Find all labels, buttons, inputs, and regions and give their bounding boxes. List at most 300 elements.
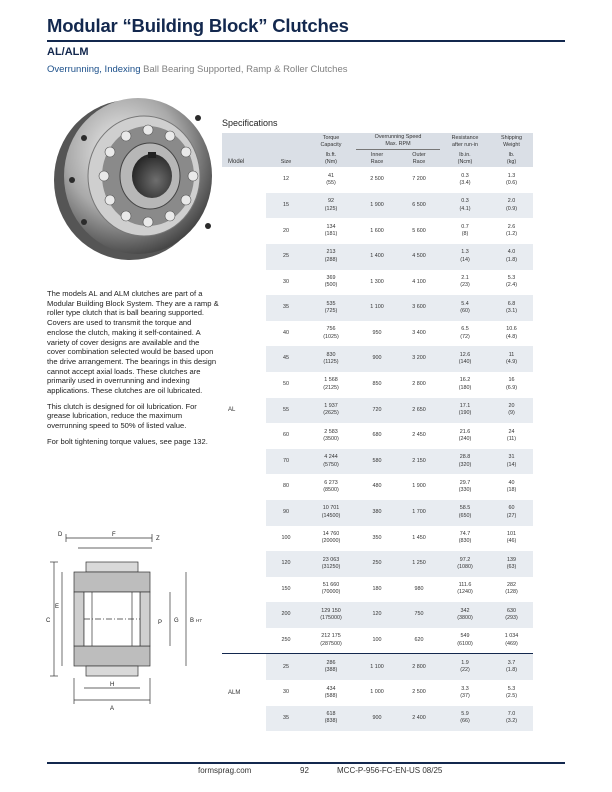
- description-paragraph: For bolt tightening torque values, see page 132.: [47, 436, 208, 446]
- value-cell: [398, 628, 440, 654]
- value-cell: [306, 167, 356, 193]
- value-line: 40: [508, 479, 515, 486]
- value-cell: [440, 398, 490, 424]
- value-line: (8): [461, 231, 469, 238]
- value-line: 7 200: [412, 176, 426, 183]
- value-cell: [356, 295, 398, 321]
- value-cell: [490, 500, 533, 526]
- value-line: 31: [508, 454, 515, 461]
- dim-label: H7: [196, 618, 202, 623]
- value-cell: [490, 423, 533, 449]
- value-line: 830: [326, 351, 336, 358]
- value-line: 5 600: [412, 227, 426, 234]
- value-cell: [440, 244, 490, 270]
- value-line: 4.0: [507, 249, 516, 256]
- value-cell: [440, 372, 490, 398]
- value-cell: [490, 193, 533, 219]
- table-row: [222, 270, 566, 296]
- value-line: 1 568: [324, 377, 338, 384]
- value-cell: [306, 372, 356, 398]
- table-row: [222, 577, 566, 603]
- value-line: 6.8: [507, 300, 516, 307]
- value-line: 756: [326, 326, 336, 333]
- table-row: [222, 654, 566, 680]
- value-line: 2 583: [324, 428, 338, 435]
- value-cell: [398, 218, 440, 244]
- header-torque: Torque Capacity: [306, 133, 356, 151]
- value-line: 535: [326, 300, 336, 307]
- specifications-heading: Specifications: [222, 118, 278, 128]
- dim-label: E: [55, 604, 60, 610]
- value-line: (469): [505, 640, 518, 647]
- value-line: 139: [507, 556, 516, 563]
- value-line: 16: [508, 377, 515, 384]
- value-line: 12.6: [459, 351, 471, 358]
- value-line: 4 500: [412, 253, 426, 260]
- value-line: 2.0: [507, 198, 516, 205]
- value-cell: [356, 270, 398, 296]
- value-line: 1 400: [370, 253, 384, 260]
- value-line: (190): [458, 410, 472, 417]
- table-row: [222, 526, 566, 552]
- value-line: 5.4: [461, 300, 469, 307]
- size-cell: 30: [283, 278, 289, 285]
- document-code: MCC-P-956-FC-EN-US 08/25: [337, 766, 443, 775]
- value-line: 74.7: [459, 531, 471, 537]
- size-cell: 25: [266, 244, 306, 270]
- dim-label: D: [58, 532, 63, 538]
- table-row: [222, 423, 566, 449]
- value-cell: [490, 706, 533, 732]
- value-line: 4 100: [412, 278, 426, 285]
- size-cell: 60: [283, 432, 289, 439]
- value-cell: [398, 526, 440, 552]
- subtitle-highlight: Overrunning, Indexing: [47, 64, 141, 75]
- value-line: (1240): [457, 589, 473, 596]
- page-number: 92: [300, 766, 309, 775]
- value-cell: [356, 218, 398, 244]
- model-cell: ALM: [222, 654, 266, 731]
- dim-label: B: [190, 618, 195, 624]
- table-row: [222, 602, 566, 628]
- value-line: 380: [372, 509, 382, 516]
- value-cell: [490, 270, 533, 296]
- header-model: Model: [222, 151, 266, 168]
- value-line: 17.1: [459, 403, 471, 410]
- value-line: 3 200: [412, 355, 426, 362]
- value-cell: [440, 628, 490, 654]
- value-cell: [356, 551, 398, 577]
- value-cell: [398, 577, 440, 603]
- value-line: 3.3: [461, 685, 469, 692]
- table-row: [222, 218, 566, 244]
- value-cell: [356, 321, 398, 347]
- header-weight: Shipping Weight: [490, 133, 533, 151]
- value-cell: [490, 398, 533, 424]
- value-line: 0.3: [461, 198, 469, 205]
- value-line: 1 300: [370, 278, 384, 285]
- value-line: 1 100: [370, 304, 384, 311]
- value-line: 282: [507, 582, 516, 589]
- value-line: 630: [507, 607, 516, 614]
- table-row: [222, 372, 566, 398]
- model-cell: AL: [228, 407, 236, 414]
- value-cell: [356, 602, 398, 628]
- value-line: 1 100: [370, 663, 384, 670]
- value-line: 720: [372, 406, 382, 413]
- value-cell: [398, 372, 440, 398]
- value-line: 21.6: [459, 428, 471, 435]
- value-cell: [356, 500, 398, 526]
- value-cell: [398, 321, 440, 347]
- value-line: 41: [328, 172, 334, 179]
- value-cell: [440, 474, 490, 500]
- dim-label: G: [174, 618, 179, 624]
- value-cell: [356, 423, 398, 449]
- size-cell: 70: [266, 449, 306, 475]
- value-cell: [490, 474, 533, 500]
- value-line: 1.9: [461, 659, 469, 666]
- value-cell: [490, 372, 533, 398]
- value-cell: [306, 346, 356, 372]
- value-line: 16.2: [459, 377, 471, 384]
- value-cell: [440, 218, 490, 244]
- value-line: (1125): [323, 359, 339, 366]
- value-line: (4.8): [505, 333, 518, 340]
- value-line: (70000): [321, 589, 341, 596]
- value-line: 5.9: [461, 711, 469, 718]
- value-cell: [440, 551, 490, 577]
- value-line: (293): [505, 615, 518, 622]
- value-line: 2 800: [412, 381, 426, 388]
- value-cell: [356, 449, 398, 475]
- dim-label: A: [110, 706, 115, 712]
- value-cell: [306, 654, 356, 680]
- value-cell: [490, 346, 533, 372]
- table-row: [222, 680, 566, 706]
- value-cell: [356, 706, 398, 732]
- value-line: (3.4): [459, 179, 471, 186]
- value-cell: [398, 244, 440, 270]
- table-row: [222, 474, 566, 500]
- table-row: [222, 167, 566, 193]
- table-row: [222, 346, 566, 372]
- value-line: 1 000: [370, 689, 384, 696]
- value-cell: [356, 654, 398, 680]
- value-cell: [490, 167, 533, 193]
- value-line: (27): [506, 512, 517, 519]
- value-line: 1 700: [412, 509, 426, 516]
- value-line: 111.6: [458, 582, 472, 589]
- value-line: (60): [460, 307, 470, 314]
- value-line: 1 250: [412, 560, 426, 567]
- header-speed: Overrunning Speed Max. RPM: [356, 133, 440, 151]
- value-line: 60: [508, 505, 515, 512]
- value-line: (175000): [320, 615, 342, 622]
- value-line: (330): [458, 487, 472, 494]
- value-line: (14): [460, 256, 470, 263]
- size-cell: 80: [283, 483, 289, 490]
- value-cell: [490, 218, 533, 244]
- value-line: 134: [326, 223, 336, 230]
- value-line: 3 400: [412, 329, 426, 336]
- value-line: (66): [460, 718, 470, 725]
- description: [47, 289, 219, 453]
- value-line: (240): [458, 435, 472, 442]
- value-line: 100: [372, 637, 382, 644]
- value-cell: [440, 295, 490, 321]
- value-line: (838): [324, 718, 338, 725]
- value-line: (6100): [457, 640, 473, 647]
- value-line: 6.5: [461, 326, 469, 333]
- value-line: 1.3: [461, 249, 469, 256]
- value-cell: [490, 295, 533, 321]
- value-cell: [490, 551, 533, 577]
- title-divider: [47, 40, 565, 42]
- value-line: (725): [324, 307, 338, 314]
- value-cell: [490, 449, 533, 475]
- value-line: (3800): [457, 615, 473, 622]
- value-cell: [490, 321, 533, 347]
- value-cell: [398, 551, 440, 577]
- value-line: 120: [372, 611, 382, 618]
- dim-label: C: [46, 618, 51, 624]
- value-line: (1.8): [505, 667, 518, 674]
- value-line: (288): [324, 256, 338, 263]
- description-paragraph: The models AL and ALM clutches are part of a Modular Building Block System. They are a ramp & roller type clutch that is ball bearing supported. Covers are used to transmit the torque and enclose the clutch, making it self-contained. A variety of cover designs are available and the cover combination selected would be based upon the drive arrangement. The bearings in this design cannot accept axial loads. These clutches are primarily used in overrunning and indexing applications. These clutches are oil lubricated.: [47, 289, 219, 396]
- value-line: 900: [372, 355, 382, 362]
- value-line: 580: [372, 457, 382, 464]
- value-cell: [398, 654, 440, 680]
- table-row: [222, 193, 566, 219]
- value-line: (3.2): [505, 718, 518, 725]
- value-line: (1.2): [505, 231, 518, 238]
- value-line: 950: [372, 329, 382, 336]
- size-cell: 250: [281, 637, 291, 644]
- value-cell: [356, 628, 398, 654]
- value-line: 29.7: [459, 479, 471, 486]
- value-cell: [398, 193, 440, 219]
- subtitle: [47, 64, 347, 75]
- value-line: (320): [458, 461, 472, 468]
- size-cell: 30: [283, 689, 289, 696]
- value-cell: [398, 474, 440, 500]
- value-line: 4 244: [324, 454, 338, 461]
- value-cell: [306, 270, 356, 296]
- value-cell: [440, 500, 490, 526]
- value-cell: [398, 167, 440, 193]
- value-line: 10 701: [322, 505, 340, 512]
- value-line: 3 600: [412, 304, 426, 311]
- value-line: 14 760: [322, 531, 340, 537]
- value-cell: [356, 193, 398, 219]
- value-line: 97.2: [459, 556, 471, 563]
- value-cell: [306, 295, 356, 321]
- value-line: 2 400: [412, 714, 426, 721]
- value-line: 0.7: [461, 223, 469, 230]
- table-row: [222, 500, 566, 526]
- value-line: 51 660: [322, 582, 340, 589]
- value-cell: [356, 680, 398, 706]
- value-line: (37): [460, 692, 470, 699]
- value-line: (63): [506, 563, 517, 570]
- value-cell: [490, 654, 533, 680]
- value-cell: [306, 321, 356, 347]
- value-line: 980: [414, 585, 424, 592]
- value-cell: [440, 167, 490, 193]
- value-line: 10.6: [506, 326, 517, 333]
- value-line: (2625): [323, 410, 339, 417]
- value-line: (180): [458, 384, 472, 391]
- size-cell: 55: [266, 398, 306, 424]
- value-line: 620: [414, 637, 424, 644]
- subtitle-rest: Ball Bearing Supported, Ramp & Roller Clutches: [140, 64, 348, 75]
- value-line: 101: [507, 531, 516, 537]
- value-line: 20: [508, 403, 515, 410]
- value-line: (830): [458, 538, 472, 545]
- value-line: 2 800: [412, 663, 426, 670]
- size-cell: 25: [266, 654, 306, 680]
- value-line: 2.1: [461, 275, 469, 282]
- value-line: (55): [326, 179, 336, 186]
- value-line: 212 175: [321, 633, 341, 640]
- value-line: 2.6: [507, 223, 516, 230]
- value-cell: [306, 449, 356, 475]
- description-paragraph: This clutch is designed for oil lubrication. For grease lubrication, reduce the maximum overrunning speed to 50% of listed value.: [47, 401, 197, 431]
- value-line: 6 273: [324, 479, 338, 486]
- value-line: 618: [326, 711, 336, 718]
- value-cell: [306, 602, 356, 628]
- header-inner-race: Inner Race: [356, 151, 398, 168]
- value-line: 2 650: [412, 406, 426, 413]
- value-line: (128): [505, 589, 518, 596]
- size-cell: 12: [283, 176, 289, 183]
- value-cell: [398, 423, 440, 449]
- value-cell: [306, 577, 356, 603]
- value-line: 23 063: [322, 556, 340, 563]
- value-line: (140): [458, 359, 472, 366]
- dim-label: P: [158, 620, 163, 626]
- table-row: [222, 398, 566, 424]
- value-line: 5.3: [507, 685, 516, 692]
- value-line: (6.9): [505, 384, 518, 391]
- value-cell: [440, 654, 490, 680]
- size-cell: 40: [283, 329, 289, 336]
- model-code: AL/ALM: [47, 46, 89, 58]
- value-line: 480: [372, 483, 382, 490]
- header-resistance: Resistance after run-in: [440, 133, 490, 151]
- value-cell: [306, 680, 356, 706]
- value-line: 3.7: [507, 659, 516, 666]
- value-line: 750: [414, 611, 424, 618]
- footer-divider: [47, 762, 565, 764]
- specifications-table: Torque Capacity Overrunning Speed Max. RPM Resistance after run-in Shipping Weight Model Size lb.ft. (Nm) Inner Race Outer Race lb.in. (Ncm) lb. (kg) AL 12 41 (55) 2 500 7 200 0.3 (3.4) 1.3 (0.6) 15 92 (125) 1 900 6 500 0.3 (4.1) 2.0 (0.9) 20 134 (181) 1 600 5 600 0.7 (8) 2.6 (1.2) 25 213 (288) 1 400 4 500 1.3 (14) 4.0 (1.8) 30 369 (500) 1 300 4 100 2.1 (23) 5.3 (2.4) 35 535 (725) 1 100 3 600 5.4 (60) 6.8 (3.1) 40 756 (1025) 950 3 400 6.5 (72) 10.6 (4.8) 45 830 (1125) 900 3 200 12.6 (140) 11 (4.9) 50 1 568 (2125) 850 2 800 16.2 (180) 16 (6.9) 55 1 937 (2625) 720 2 650 17.1 (190) 20 (9) 60 2 583 (3500) 680 2 450 21.6 (240) 24 (11) 70 4 244 (5750) 580 2 150 28.8 (320) 31 (14) 80 6 273 (8500) 480 1 900 29.7 (330) 40 (18) 90 10 701 (14500) 380 1 700 58.5 (650) 60 (27) 100 14 760 (20000) 350 1 450 74.7 (830) 101 (46) 120 23 063 (31250) 250 1 250 97.2 (1080) 139 (63) 150 51 660 (70000) 180 980 111.6 (1240) 282 (128) 200 129 150 (175000) 120 750 342 (3800) 630 (293) 250 212 175 (287500) 100 620 549 (6100) 1 034 (469) ALM 25 286 (388) 1 100 2 800 1.9 (22) 3.7 (1.8) 30 434 (588) 1 000 2 500 3.3 (37) 5.3 (2.5) 35 618 (838) 900 2 400 5.9 (66) 7.0 (3.2): [222, 133, 566, 731]
- value-line: (0.9): [505, 205, 518, 212]
- size-cell: 35: [266, 706, 306, 732]
- value-line: (14500): [321, 512, 341, 519]
- value-line: 549: [460, 633, 470, 640]
- value-cell: [306, 500, 356, 526]
- value-line: 1 034: [504, 633, 519, 640]
- value-cell: [490, 628, 533, 654]
- size-cell: 45: [266, 346, 306, 372]
- value-line: (1.8): [505, 256, 518, 263]
- value-line: 1 900: [412, 483, 426, 490]
- value-line: 5.3: [507, 275, 516, 282]
- value-cell: [306, 218, 356, 244]
- value-line: (2.4): [505, 282, 518, 289]
- value-cell: [398, 270, 440, 296]
- value-cell: [356, 398, 398, 424]
- value-cell: [440, 602, 490, 628]
- value-line: 213: [326, 249, 336, 256]
- value-line: 1 450: [412, 534, 426, 541]
- value-cell: [398, 680, 440, 706]
- value-line: (650): [458, 512, 472, 519]
- value-line: (20000): [321, 538, 341, 545]
- value-cell: [398, 706, 440, 732]
- value-cell: [306, 244, 356, 270]
- value-line: 0.3: [461, 172, 469, 179]
- value-line: (18): [506, 487, 517, 494]
- value-line: 900: [372, 714, 382, 721]
- value-line: (31250): [321, 563, 341, 570]
- value-cell: [398, 449, 440, 475]
- value-line: (5750): [323, 461, 339, 468]
- value-line: (8500): [323, 487, 339, 494]
- size-cell: 20: [283, 227, 289, 234]
- value-line: 434: [326, 685, 336, 692]
- table-row: [222, 706, 566, 732]
- value-line: 1.3: [507, 172, 516, 179]
- value-line: 180: [372, 585, 382, 592]
- value-cell: [356, 167, 398, 193]
- value-line: (3.1): [505, 307, 518, 314]
- value-cell: [306, 423, 356, 449]
- value-line: (23): [460, 282, 470, 289]
- value-cell: [398, 346, 440, 372]
- clutch-product-image: [48, 88, 226, 266]
- value-line: 350: [372, 534, 382, 541]
- value-cell: [398, 398, 440, 424]
- value-cell: [306, 551, 356, 577]
- value-line: (287500): [320, 640, 342, 647]
- value-line: 286: [326, 659, 336, 666]
- value-line: 28.8: [459, 454, 471, 461]
- dim-label: F: [112, 532, 116, 538]
- size-cell: 90: [266, 500, 306, 526]
- value-line: 129 150: [321, 607, 341, 614]
- value-cell: [398, 602, 440, 628]
- value-line: 6 500: [412, 201, 426, 208]
- dim-label: H: [110, 682, 115, 688]
- value-cell: [490, 577, 533, 603]
- value-cell: [306, 474, 356, 500]
- value-line: (14): [506, 461, 517, 468]
- value-line: (2.5): [505, 692, 518, 699]
- value-line: 850: [372, 381, 382, 388]
- value-cell: [440, 526, 490, 552]
- value-line: 24: [508, 428, 515, 435]
- value-line: 2 500: [412, 689, 426, 696]
- value-line: (588): [324, 692, 338, 699]
- size-cell: 120: [266, 551, 306, 577]
- value-cell: [440, 680, 490, 706]
- value-cell: [440, 577, 490, 603]
- size-cell: 200: [266, 602, 306, 628]
- size-cell: 15: [266, 193, 306, 219]
- size-cell: 50: [283, 381, 289, 388]
